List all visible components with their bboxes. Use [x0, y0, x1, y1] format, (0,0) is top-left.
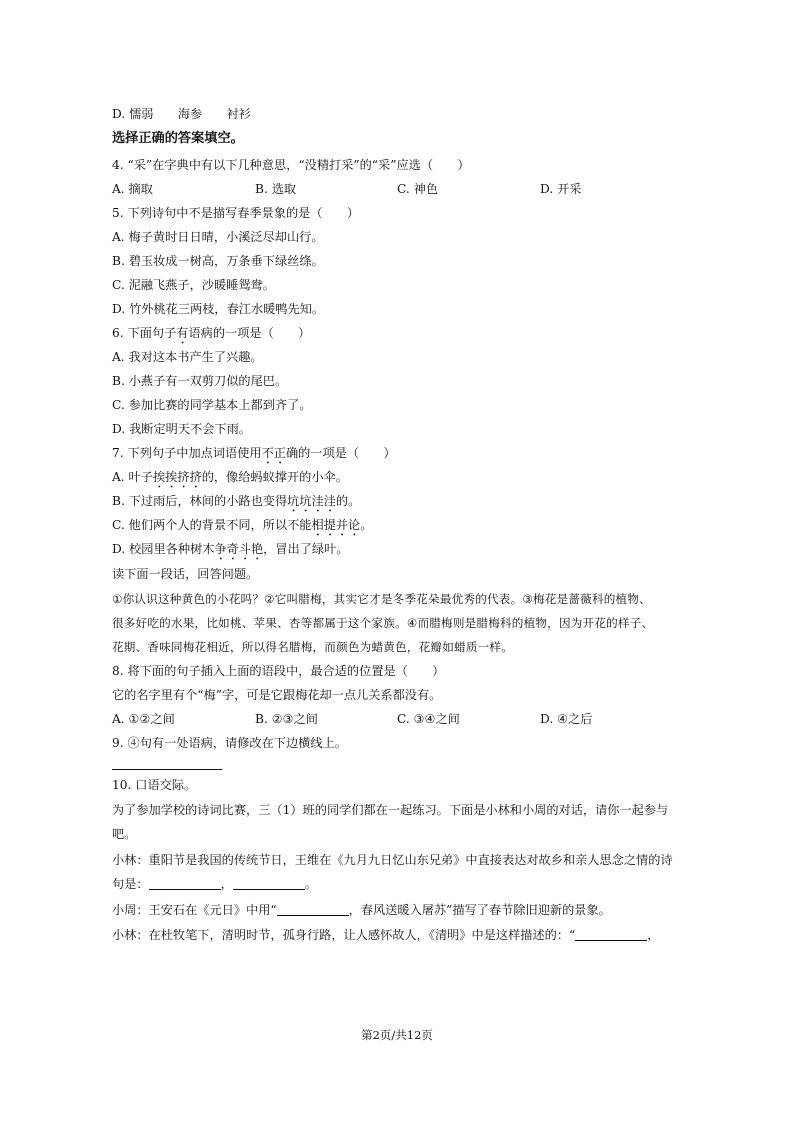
q6-stem: 6. 下面句子有语病的一项是（ ） [112, 326, 311, 340]
q4-option-d: D. 开采 [540, 182, 582, 196]
q8-option-b: B. ②③之间 [255, 712, 318, 726]
q10-lin-line-3: 小林：在杜牧笔下，清明时节，孤身行路，让人感怀故人，《清明》中是这样描述的：“ ， [112, 928, 660, 942]
q4-stem: 4. “采”在字典中有以下几种意思，“没精打采”的“采”应选（ ） [112, 158, 470, 172]
q10-intro-line-2: 吧。 [112, 827, 137, 841]
q7-c-marked-word: 相提并论 [311, 518, 361, 532]
q5-option-a: A. 梅子黄时日日晴，小溪泛尽却山行。 [112, 230, 324, 244]
q10-lin-line-2: 句是： ， 。 [112, 877, 317, 891]
q5-option-b: B. 碧玉妆成一树高，万条垂下绿丝绦。 [112, 254, 324, 268]
q7-option-b: B. 下过雨后，林间的小路也变得坑坑洼洼的。 [112, 494, 361, 508]
answer-blank[interactable] [149, 877, 221, 890]
q10-zhou-line: 小周：王安石在《元日》中用“ ，春风送暖入屠苏”描写了春节除旧迎新的景象。 [112, 903, 611, 917]
q7-a-marked-word: 挨挨挤挤 [152, 470, 202, 484]
q10-intro-line-1: 为了参加学校的诗词比赛，三（1）班的同学们都在一起练习。下面是小林和小周的对话，请你一起参与 [112, 803, 669, 817]
q5-stem: 5. 下列诗句中不是描写春季景象的是（ ） [112, 206, 360, 220]
q4-option-b: B. 选取 [255, 182, 297, 196]
q7-emphasis: 不正 [261, 446, 286, 460]
q10-title: 10. 口语交际。 [112, 778, 197, 792]
q8-option-a: A. ①②之间 [112, 712, 175, 726]
q6-option-d: D. 我断定明天不会下雨。 [112, 422, 251, 436]
q7-option-d: D. 校园里各种树木争奇斗艳，冒出了绿叶。 [112, 542, 349, 556]
q6-emphasis: 有 [176, 326, 189, 340]
q6-option-a: A. 我对这本书产生了兴趣。 [112, 350, 263, 364]
q7-option-a: A. 叶子挨挨挤挤的，像给蚂蚁撑开的小伞。 [112, 470, 348, 484]
prev-option-d: D. 懦弱 海参 衬衫 [112, 107, 251, 121]
q6-option-c: C. 参加比赛的同学基本上都到齐了。 [112, 398, 312, 412]
answer-blank[interactable] [233, 877, 305, 890]
q6-option-b: B. 小燕子有一双剪刀似的尾巴。 [112, 374, 288, 388]
answer-blank[interactable] [575, 928, 647, 941]
q8-option-c: C. ③④之间 [397, 712, 460, 726]
page-footer: 第2页/共12页 [361, 1028, 433, 1042]
q9-stem: 9. ④句有一处语病，请修改在下边横线上。 [112, 736, 347, 750]
q8-stem: 8. 将下面的句子插入上面的语段中，最合适的位置是（ ） [112, 664, 445, 678]
q5-option-c: C. 泥融飞燕子，沙暖睡鸳鸯。 [112, 278, 275, 292]
passage-line-2: 很多好吃的水果，比如桃、苹果、杏等都属于这个家族。④而腊梅则是腊梅科的植物，因为开花的样子、 [112, 616, 654, 630]
q5-option-d: D. 竹外桃花三两枝，春江水暖鸭先知。 [112, 302, 325, 316]
reading-intro: 读下面一段话，回答问题。 [112, 567, 259, 581]
q4-option-a: A. 摘取 [112, 182, 153, 196]
q10-lin-line-1: 小林：重阳节是我国的传统节日，王维在《九月九日忆山东兄弟》中直接表达对故乡和亲人思念之情的诗 [112, 853, 673, 867]
q4-option-c: C. 神色 [397, 182, 439, 196]
section-title: 选择正确的答案填空。 [112, 131, 244, 146]
q8-option-d: D. ④之后 [540, 712, 593, 726]
q9-answer-line[interactable] [112, 769, 222, 770]
q7-stem: 7. 下列句子中加点词语使用不正确的一项是（ ） [112, 446, 396, 460]
q8-sentence: 它的名字里有个“梅”字，可是它跟梅花却一点儿关系都没有。 [112, 688, 442, 702]
passage-line-3: 花期、香味同梅花相近，所以得名腊梅，而颜色为蜡黄色，花瓣如蜡质一样。 [112, 640, 513, 654]
q7-b-marked-word: 坑坑洼洼 [287, 494, 336, 508]
answer-blank[interactable] [277, 903, 349, 916]
q7-d-marked-word: 争奇斗艳 [214, 542, 264, 556]
passage-line-1: ①你认识这种黄色的小花吗？②它叫腊梅，其实它才是冬季花朵最优秀的代表。③梅花是蔷薇科的植物、 [112, 592, 651, 606]
q7-option-c: C. 他们两个人的背景不同，所以不能相提并论。 [112, 518, 373, 532]
